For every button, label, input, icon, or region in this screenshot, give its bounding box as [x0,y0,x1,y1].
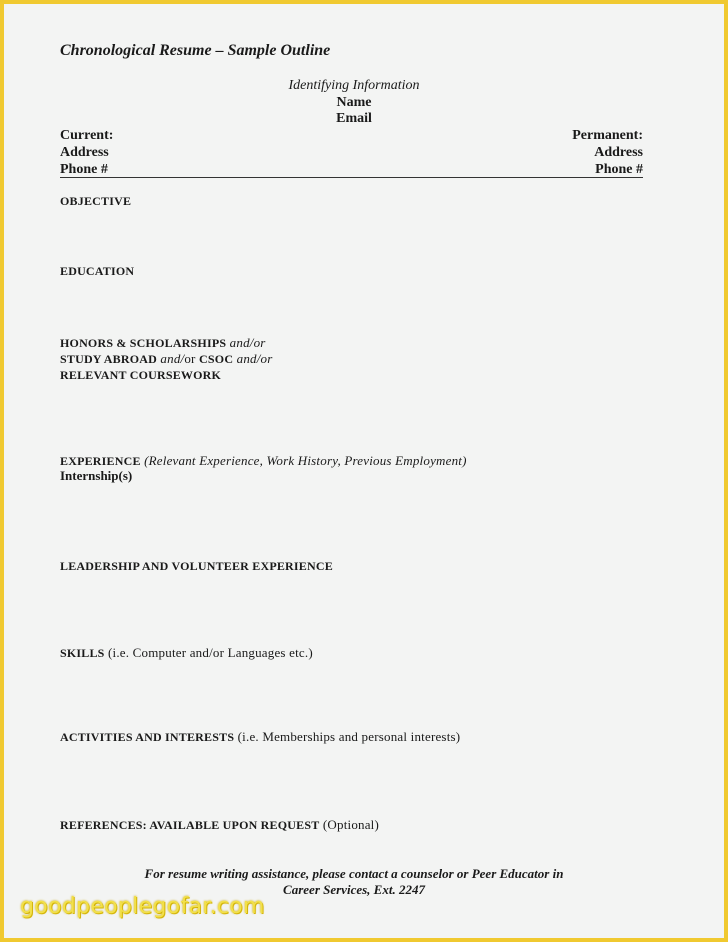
footer-line-1: For resume writing assistance, please contact a counselor or Peer Educator in [144,866,564,881]
current-address: Address [60,145,109,160]
permanent-address: Address [594,145,643,160]
name-placeholder: Name [336,95,372,110]
skills-heading-line [60,645,313,661]
resume-page [4,4,724,938]
references-heading-line [60,817,379,833]
references-note: (Optional) [319,817,380,832]
honors-heading-block [60,335,273,383]
internships-label: Internship(s) [60,468,133,483]
activities-note: (i.e. Memberships and personal interests) [234,729,461,744]
identifying-info-label: Identifying Information [288,78,420,93]
honors-andor: and/or [226,335,266,350]
current-phone: Phone # [60,162,108,177]
leadership-heading: LEADERSHIP AND VOLUNTEER EXPERIENCE [60,559,333,573]
study-abroad-and: and/ [156,351,185,366]
footer-line-2: Career Services, Ext. 2247 [283,882,425,897]
honors-label: HONORS & SCHOLARSHIPS [60,336,227,350]
experience-heading: EXPERIENCE [60,454,141,468]
permanent-label: Permanent: [572,128,643,143]
csoc-label: CSOC [199,352,234,366]
current-contact-block [60,127,113,178]
activities-heading: ACTIVITIES AND INTERESTS [60,730,235,744]
experience-heading-line [60,453,467,469]
csoc-andor: and/or [233,351,273,366]
permanent-contact-block [572,127,643,178]
activities-heading-line [60,729,460,745]
references-heading: REFERENCES: AVAILABLE UPON REQUEST [60,818,320,832]
study-abroad-or: or [184,351,200,366]
current-label: Current: [60,128,114,143]
objective-heading: OBJECTIVE [60,194,132,208]
study-abroad-label: STUDY ABROAD [60,352,157,366]
education-heading: EDUCATION [60,264,135,278]
skills-note: (i.e. Computer and/or Languages etc.) [104,645,313,660]
relevant-coursework-label: RELEVANT COURSEWORK [60,368,222,382]
watermark: goodpeoplegofar.com [20,894,265,919]
experience-note: (Relevant Experience, Work History, Previous Employment) [140,453,467,468]
header-divider [60,177,643,178]
email-placeholder: Email [336,111,372,126]
permanent-phone: Phone # [595,162,643,177]
skills-heading: SKILLS [60,646,105,660]
document-title: Chronological Resume – Sample Outline [60,42,331,59]
